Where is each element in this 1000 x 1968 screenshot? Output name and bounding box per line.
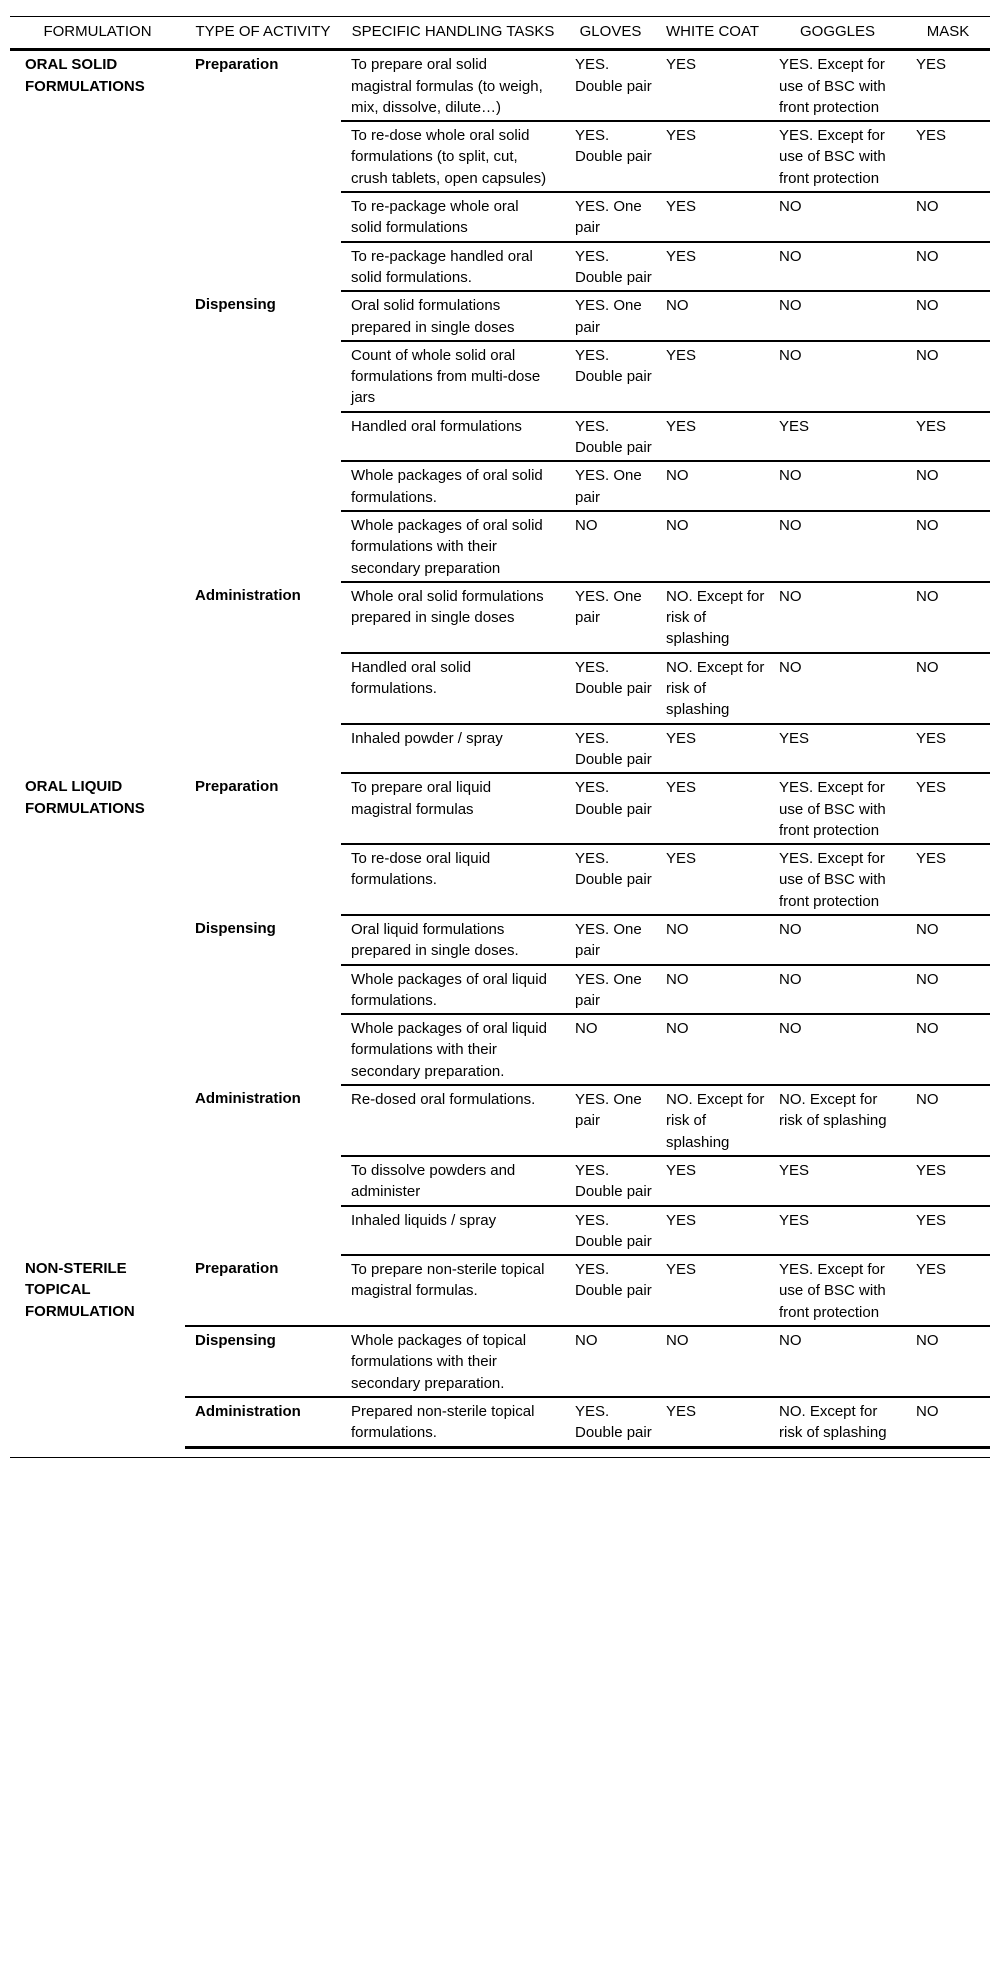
cell-goggles: YES. Except for use of BSC with front protection (779, 56, 886, 116)
cell-formulation (10, 653, 185, 724)
cell-formulation (10, 1397, 185, 1447)
cell-formulation (10, 461, 185, 511)
cell-formulation (10, 1206, 185, 1256)
cell-task: Whole packages of topical formulations with their secondary preparation. (341, 1326, 565, 1397)
cell-activity: Preparation (195, 778, 279, 796)
cell-mask: NO (906, 1326, 990, 1397)
cell-goggles: NO (769, 461, 906, 511)
cell-coat: YES (656, 1206, 769, 1256)
cell-gloves: YES. One pair (565, 461, 656, 511)
cell-coat: NO (656, 1326, 769, 1397)
cell-activity (185, 242, 341, 292)
cell-mask: NO (906, 341, 990, 412)
cell-goggles: NO (769, 511, 906, 582)
cell-gloves: YES. One pair (565, 915, 656, 965)
cell-mask: YES (916, 56, 947, 74)
cell-coat: YES (656, 341, 769, 412)
table-row (10, 965, 990, 1015)
cell-formulation (10, 412, 185, 462)
cell-formulation (10, 192, 185, 242)
cell-task: Count of whole solid oral formulations from multi-dose jars (341, 341, 565, 412)
cell-coat: YES (656, 242, 769, 292)
cell-task: Whole oral solid formulations prepared in single doses (341, 582, 565, 653)
cell-goggles: YES. Except for use of BSC with front protection (769, 1255, 906, 1326)
cell-coat: YES (656, 773, 769, 844)
cell-coat: NO (656, 965, 769, 1015)
cell-coat: YES (656, 121, 769, 192)
cell-activity (185, 1206, 341, 1256)
cell-mask: YES (906, 724, 990, 774)
cell-coat: NO. Except for risk of splashing (656, 1085, 769, 1156)
table-row (10, 242, 990, 292)
cell-activity: Dispensing (195, 296, 276, 314)
cell-gloves: YES. Double pair (565, 773, 656, 844)
cell-coat: YES (656, 724, 769, 774)
cell-task: To re-package handled oral solid formulations. (341, 242, 565, 292)
cell-formulation: NON-STERILE TOPICAL FORMULATION (25, 1260, 135, 1320)
cell-goggles: YES. Except for use of BSC with front protection (769, 773, 906, 844)
cell-activity (185, 412, 341, 462)
table-row (10, 1206, 990, 1256)
cell-task: Oral solid formulations prepared in single doses (341, 291, 565, 341)
cell-goggles: NO (769, 291, 906, 341)
cell-goggles: NO. Except for risk of splashing (769, 1085, 906, 1156)
cell-mask: YES (906, 121, 990, 192)
cell-task: To prepare oral solid magistral formulas (to weigh, mix, dissolve, dilute…) (351, 56, 543, 116)
cell-task: Oral liquid formulations prepared in single doses. (341, 915, 565, 965)
cell-gloves: YES. Double pair (565, 1156, 656, 1206)
cell-activity: Administration (195, 1090, 301, 1108)
cell-goggles: NO (769, 965, 906, 1015)
cell-goggles: NO (769, 1326, 906, 1397)
cell-mask: YES (906, 773, 990, 844)
cell-goggles: YES. Except for use of BSC with front protection (769, 844, 906, 915)
cell-activity (185, 341, 341, 412)
cell-mask: YES (906, 844, 990, 915)
table-row (10, 1156, 990, 1206)
cell-mask: NO (906, 242, 990, 292)
cell-gloves: NO (565, 1014, 656, 1085)
ppe-table-container (10, 16, 990, 1449)
cell-mask: NO (906, 1397, 990, 1447)
cell-task: Handled oral formulations (341, 412, 565, 462)
table-row (10, 844, 990, 915)
cell-formulation (10, 511, 185, 582)
cell-gloves: NO (565, 1326, 656, 1397)
cell-coat: NO. Except for risk of splashing (656, 582, 769, 653)
cell-gloves: NO (565, 511, 656, 582)
cell-formulation (10, 1156, 185, 1206)
cell-mask: NO (906, 582, 990, 653)
cell-activity (185, 965, 341, 1015)
cell-gloves: YES. One pair (565, 1085, 656, 1156)
table-row (10, 773, 990, 844)
cell-coat: YES (656, 192, 769, 242)
cell-formulation (10, 724, 185, 774)
cell-task: Whole packages of oral liquid formulations with their secondary preparation. (341, 1014, 565, 1085)
cell-activity (185, 653, 341, 724)
cell-gloves: YES. Double pair (565, 1255, 656, 1326)
cell-gloves: YES. One pair (565, 192, 656, 242)
cell-mask: NO (906, 1014, 990, 1085)
table-row (10, 461, 990, 511)
cell-formulation (10, 1014, 185, 1085)
cell-activity: Administration (195, 586, 301, 604)
cell-formulation: ORAL LIQUID FORMULATIONS (25, 778, 145, 817)
cell-coat: YES (666, 56, 697, 74)
cell-goggles: YES. Except for use of BSC with front protection (769, 121, 906, 192)
header-goggles: GOGGLES (769, 17, 906, 50)
cell-activity (185, 192, 341, 242)
cell-mask: NO (906, 915, 990, 965)
cell-activity (185, 844, 341, 915)
table-row (10, 653, 990, 724)
cell-gloves: YES. Double pair (565, 412, 656, 462)
cell-activity (185, 1156, 341, 1206)
cell-formulation (10, 242, 185, 292)
table-row (10, 50, 990, 121)
header-formulation: FORMULATION (10, 17, 185, 50)
cell-task: Prepared non-sterile topical formulations. (341, 1397, 565, 1447)
table-row (10, 582, 990, 653)
cell-goggles: NO (769, 341, 906, 412)
cell-formulation (10, 1085, 185, 1156)
cell-gloves: YES. Double pair (565, 844, 656, 915)
cell-mask: YES (906, 412, 990, 462)
cell-formulation (10, 121, 185, 192)
cell-activity: Administration (185, 1397, 341, 1447)
cell-activity: Dispensing (195, 919, 276, 937)
header-type-of-activity: TYPE OF ACTIVITY (185, 17, 341, 50)
cell-goggles: YES (769, 1156, 906, 1206)
cell-mask: NO (906, 511, 990, 582)
cell-task: Whole packages of oral solid formulations. (341, 461, 565, 511)
cell-goggles: NO (769, 192, 906, 242)
cell-coat: YES (656, 1397, 769, 1447)
cell-task: Inhaled powder / spray (341, 724, 565, 774)
cell-goggles: NO. Except for risk of splashing (769, 1397, 906, 1447)
cell-coat: YES (656, 844, 769, 915)
cell-activity (185, 461, 341, 511)
cell-formulation (10, 341, 185, 412)
header-gloves: GLOVES (565, 17, 656, 50)
cell-gloves: YES. Double pair (565, 724, 656, 774)
ppe-table (10, 16, 990, 1449)
cell-task: Inhaled liquids / spray (341, 1206, 565, 1256)
cell-task: Handled oral solid formulations. (341, 653, 565, 724)
cell-coat: YES (656, 1156, 769, 1206)
cell-formulation (10, 1326, 185, 1397)
table-row (10, 1255, 990, 1326)
cell-gloves: YES. One pair (565, 291, 656, 341)
cell-coat: NO (656, 915, 769, 965)
cell-gloves: YES. Double pair (565, 653, 656, 724)
cell-activity (185, 121, 341, 192)
table-row (10, 1326, 990, 1397)
cell-formulation: ORAL SOLID FORMULATIONS (25, 56, 145, 95)
header-row (10, 17, 990, 50)
cell-mask: NO (906, 653, 990, 724)
cell-task: To re-dose whole oral solid formulations (to split, cut, crush tablets, open capsules) (341, 121, 565, 192)
cell-gloves: YES. Double pair (565, 1206, 656, 1256)
cell-formulation (10, 291, 185, 341)
cell-activity: Preparation (195, 1260, 279, 1278)
table-row (10, 291, 990, 341)
table-bottom-rule (10, 1457, 990, 1458)
cell-coat: NO (656, 291, 769, 341)
cell-formulation (10, 582, 185, 653)
cell-gloves: YES. One pair (565, 965, 656, 1015)
cell-mask: YES (906, 1255, 990, 1326)
cell-mask: NO (906, 192, 990, 242)
cell-gloves: YES. Double pair (565, 1397, 656, 1447)
table-row (10, 192, 990, 242)
cell-goggles: YES (769, 1206, 906, 1256)
cell-mask: YES (906, 1206, 990, 1256)
cell-gloves: YES. Double pair (565, 242, 656, 292)
cell-gloves: YES. Double pair (565, 341, 656, 412)
cell-goggles: NO (769, 1014, 906, 1085)
cell-task: Whole packages of oral liquid formulations. (341, 965, 565, 1015)
header-white-coat: WHITE COAT (656, 17, 769, 50)
cell-mask: NO (906, 965, 990, 1015)
table-row (10, 412, 990, 462)
cell-goggles: NO (769, 653, 906, 724)
cell-task: To dissolve powders and administer (341, 1156, 565, 1206)
table-row (10, 1397, 990, 1447)
cell-goggles: NO (769, 915, 906, 965)
cell-gloves: YES. Double pair (575, 56, 652, 95)
table-row (10, 724, 990, 774)
cell-coat: NO. Except for risk of splashing (656, 653, 769, 724)
cell-goggles: NO (769, 582, 906, 653)
cell-activity (185, 724, 341, 774)
table-row (10, 511, 990, 582)
table-row (10, 1085, 990, 1156)
table-row (10, 1014, 990, 1085)
table-row (10, 121, 990, 192)
cell-goggles: YES (769, 724, 906, 774)
cell-task: To re-package whole oral solid formulations (341, 192, 565, 242)
cell-activity: Preparation (195, 56, 279, 74)
cell-mask: NO (906, 461, 990, 511)
cell-formulation (10, 965, 185, 1015)
cell-coat: NO (656, 461, 769, 511)
cell-task: To prepare non-sterile topical magistral formulas. (341, 1255, 565, 1326)
cell-task: To re-dose oral liquid formulations. (341, 844, 565, 915)
cell-activity (185, 511, 341, 582)
cell-task: Re-dosed oral formulations. (341, 1085, 565, 1156)
cell-task: To prepare oral liquid magistral formulas (341, 773, 565, 844)
table-row (10, 915, 990, 965)
header-mask: MASK (906, 17, 990, 50)
cell-mask: NO (906, 291, 990, 341)
cell-mask: YES (906, 1156, 990, 1206)
cell-coat: YES (656, 1255, 769, 1326)
cell-activity (185, 1014, 341, 1085)
table-row (10, 341, 990, 412)
cell-coat: NO (656, 511, 769, 582)
cell-activity: Dispensing (185, 1326, 341, 1397)
cell-task: Whole packages of oral solid formulations with their secondary preparation (341, 511, 565, 582)
cell-formulation (10, 915, 185, 965)
cell-mask: NO (906, 1085, 990, 1156)
cell-gloves: YES. One pair (565, 582, 656, 653)
cell-gloves: YES. Double pair (565, 121, 656, 192)
cell-goggles: YES (769, 412, 906, 462)
cell-goggles: NO (769, 242, 906, 292)
cell-coat: YES (656, 412, 769, 462)
cell-formulation (10, 844, 185, 915)
header-specific-handling-tasks: SPECIFIC HANDLING TASKS (341, 17, 565, 50)
cell-coat: NO (656, 1014, 769, 1085)
